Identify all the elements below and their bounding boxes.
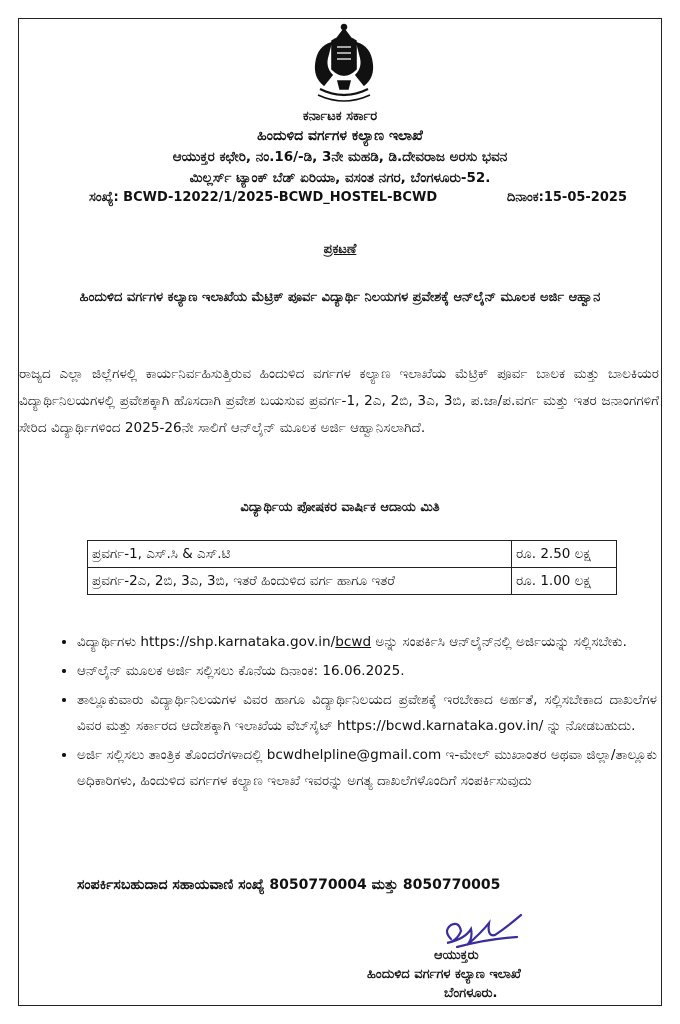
portal-link[interactable]: bcwd bbox=[335, 634, 372, 650]
table-row bbox=[88, 541, 617, 568]
department-name: ಹಿಂದುಳಿದ ವರ್ಗಗಳ ಕಲ್ಯಾಣ ಇಲಾಖೆ bbox=[257, 128, 423, 144]
signatory-title: ಆಯುಕ್ತರು bbox=[434, 948, 479, 963]
government-name: ಕರ್ನಾಟಕ ಸರ್ಕಾರ bbox=[302, 109, 378, 124]
income-category: ಪ್ರವರ್ಗ-1, ಎಸ್.ಸಿ & ಎಸ್.ಟಿ bbox=[88, 541, 512, 568]
list-item: • ಆನ್‌ಲೈನ್ ಮೂಲಕ ಅರ್ಜಿ ಸಲ್ಲಿಸಲು ಕೊನೆಯ ದಿನಾಂಕ: 16.06.2025. bbox=[77, 658, 657, 684]
income-limit: ರೂ. 1.00 ಲಕ್ಷ bbox=[512, 568, 617, 595]
list-item: • ಅರ್ಜಿ ಸಲ್ಲಿಸಲು ತಾಂತ್ರಿಕ ತೊಂದರೆಗಳಾದಲ್ಲಿ bcwdhelpline@gmail.com ಇ-ಮೇಲ್ ಮುಖಾಂತರ ಅಥವಾ ಜಿಲ್ಲಾ/ತಾಲ್ಲೂಕು ಅಧಿಕಾರಿಗಳು, ಹಿಂದುಳಿದ ವರ್ಗಗಳ ಕಲ್ಯಾಣ ಇಲಾಖೆ ಇವರನ್ನು ಅಗತ್ಯ ದಾಖಲೆಗಳೊಂದಿಗೆ ಸಂಪರ್ಕಿಸುವುದು bbox=[77, 742, 657, 794]
signature-icon bbox=[437, 909, 527, 953]
income-limit-title: ವಿದ್ಯಾರ್ಥಿಯ ಪೋಷಕರ ವಾರ್ಷಿಕ ಆದಾಯ ಮಿತಿ bbox=[240, 500, 440, 515]
address-line-2: ಮಿಲ್ಲರ್ಸ್ ಟ್ಯಾಂಕ್ ಬೆಡ್ ಏರಿಯಾ, ವಸಂತ ನಗರ, ಬೆಂಗಳೂರು-52. bbox=[189, 170, 491, 186]
helpline-numbers: ಸಂಪರ್ಕಿಸಬಹುದಾದ ಸಹಾಯವಾಣಿ ಸಂಖ್ಯೆ 8050770004 ಮತ್ತು 8050770005 bbox=[77, 877, 501, 893]
list-item: • ತಾಲ್ಲೂಕುವಾರು ವಿದ್ಯಾರ್ಥಿನಿಲಯಗಳ ವಿವರ ಹಾಗೂ ವಿದ್ಯಾರ್ಥಿನಿಲಯದ ಪ್ರವೇಶಕ್ಕೆ ಇರಬೇಕಾದ ಅರ್ಹತೆ, ಸಲ್ಲಿಸಬೇಕಾದ ದಾಖಲೆಗಳ ವಿವರ ಮತ್ತು ಸರ್ಕಾರದ ಆದೇಶಕ್ಕಾಗಿ ಇಲಾಖೆಯ ವೆಬ್‌ಸೈಟ್ https://bcwd.karnataka.gov.in/ ನ್ನು ನೋಡಬಹುದು. bbox=[77, 687, 657, 739]
list-item bbox=[77, 629, 657, 655]
karnataka-emblem-icon bbox=[304, 23, 384, 107]
income-category: ಪ್ರವರ್ಗ-2ಎ, 2ಬಿ, 3ಎ, 3ಬಿ, ಇತರೆ ಹಿಂದುಳಿದ ವರ್ಗ ಹಾಗೂ ಇತರೆ bbox=[88, 568, 512, 595]
income-limit: ರೂ. 2.50 ಲಕ್ಷ bbox=[512, 541, 617, 568]
notice-title: ಪ್ರಕಟಣೆ bbox=[323, 242, 357, 257]
address-line-1: ಆಯುಕ್ತರ ಕಛೇರಿ, ನಂ.16/-ಡಿ, 3ನೇ ಮಹಡಿ, ಡಿ.ದೇವರಾಜ ಅರಸು ಭವನ bbox=[172, 149, 508, 165]
income-limit-table bbox=[87, 540, 617, 595]
table-row bbox=[88, 568, 617, 595]
signatory-department: ಹಿಂದುಳಿದ ವರ್ಗಗಳ ಕಲ್ಯಾಣ ಇಲಾಖೆ bbox=[367, 967, 521, 982]
instruction-text: ಅನ್ನು ಸಂಪರ್ಕಿಸಿ ಆನ್‌ಲೈನ್‌ನಲ್ಲಿ ಅರ್ಜಿಯನ್ನು ಸಲ್ಲಿಸಬೇಕು. bbox=[371, 634, 627, 650]
notice-date: ದಿನಾಂಕ:15-05-2025 bbox=[506, 190, 627, 205]
instruction-text: ವಿದ್ಯಾರ್ಥಿಗಳು https://shp.karnataka.gov.in/ bbox=[77, 634, 336, 650]
reference-line bbox=[89, 190, 627, 205]
notice-body: ರಾಜ್ಯದ ಎಲ್ಲಾ ಜಿಲ್ಲೆಗಳಲ್ಲಿ ಕಾರ್ಯನಿರ್ವಹಿಸುತ್ತಿರುವ ಹಿಂದುಳಿದ ವರ್ಗಗಳ ಕಲ್ಯಾಣ ಇಲಾಖೆಯ ಮೆಟ್ರಿಕ್ ಪೂರ್ವ ಬಾಲಕ ಮತ್ತು ಬಾಲಕಿಯರ ವಿದ್ಯಾರ್ಥಿನಿಲಯಗಳಲ್ಲಿ ಪ್ರವೇಶಕ್ಕಾಗಿ ಹೊಸದಾಗಿ ಪ್ರವೇಶ ಬಯಸುವ ಪ್ರವರ್ಗ-1, 2ಎ, 2ಬಿ, 3ಎ, 3ಬಿ, ಪ.ಜಾ/ಪ.ವರ್ಗ ಮತ್ತು ಇತರ ಜನಾಂಗಗಳಿಗೆ ಸೇರಿದ ವಿದ್ಯಾರ್ಥಿಗಳಿಂದ 2025-26ನೇ ಸಾಲಿಗೆ ಆನ್‌ಲೈನ್ ಮೂಲಕ ಅರ್ಜಿ ಆಹ್ವಾನಿಸಲಾಗಿದೆ. bbox=[19, 366, 659, 436]
notice-subject: ಹಿಂದುಳಿದ ವರ್ಗಗಳ ಕಲ್ಯಾಣ ಇಲಾಖೆಯ ಮೆಟ್ರಿಕ್ ಪೂರ್ವ ವಿದ್ಯಾರ್ಥಿ ನಿಲಯಗಳ ಪ್ರವೇಶಕ್ಕೆ ಆನ್‌ಲೈನ್ ಮೂಲಕ ಅರ್ಜಿ ಆಹ್ವಾನ bbox=[79, 290, 601, 305]
reference-number: ಸಂಖ್ಯೆ: BCWD-12022/1/2025-BCWD_HOSTEL-BCWD bbox=[89, 190, 438, 205]
signatory-place: ಬೆಂಗಳೂರು. bbox=[444, 986, 498, 1001]
instructions-list bbox=[41, 629, 657, 797]
notice-page bbox=[18, 18, 662, 1006]
